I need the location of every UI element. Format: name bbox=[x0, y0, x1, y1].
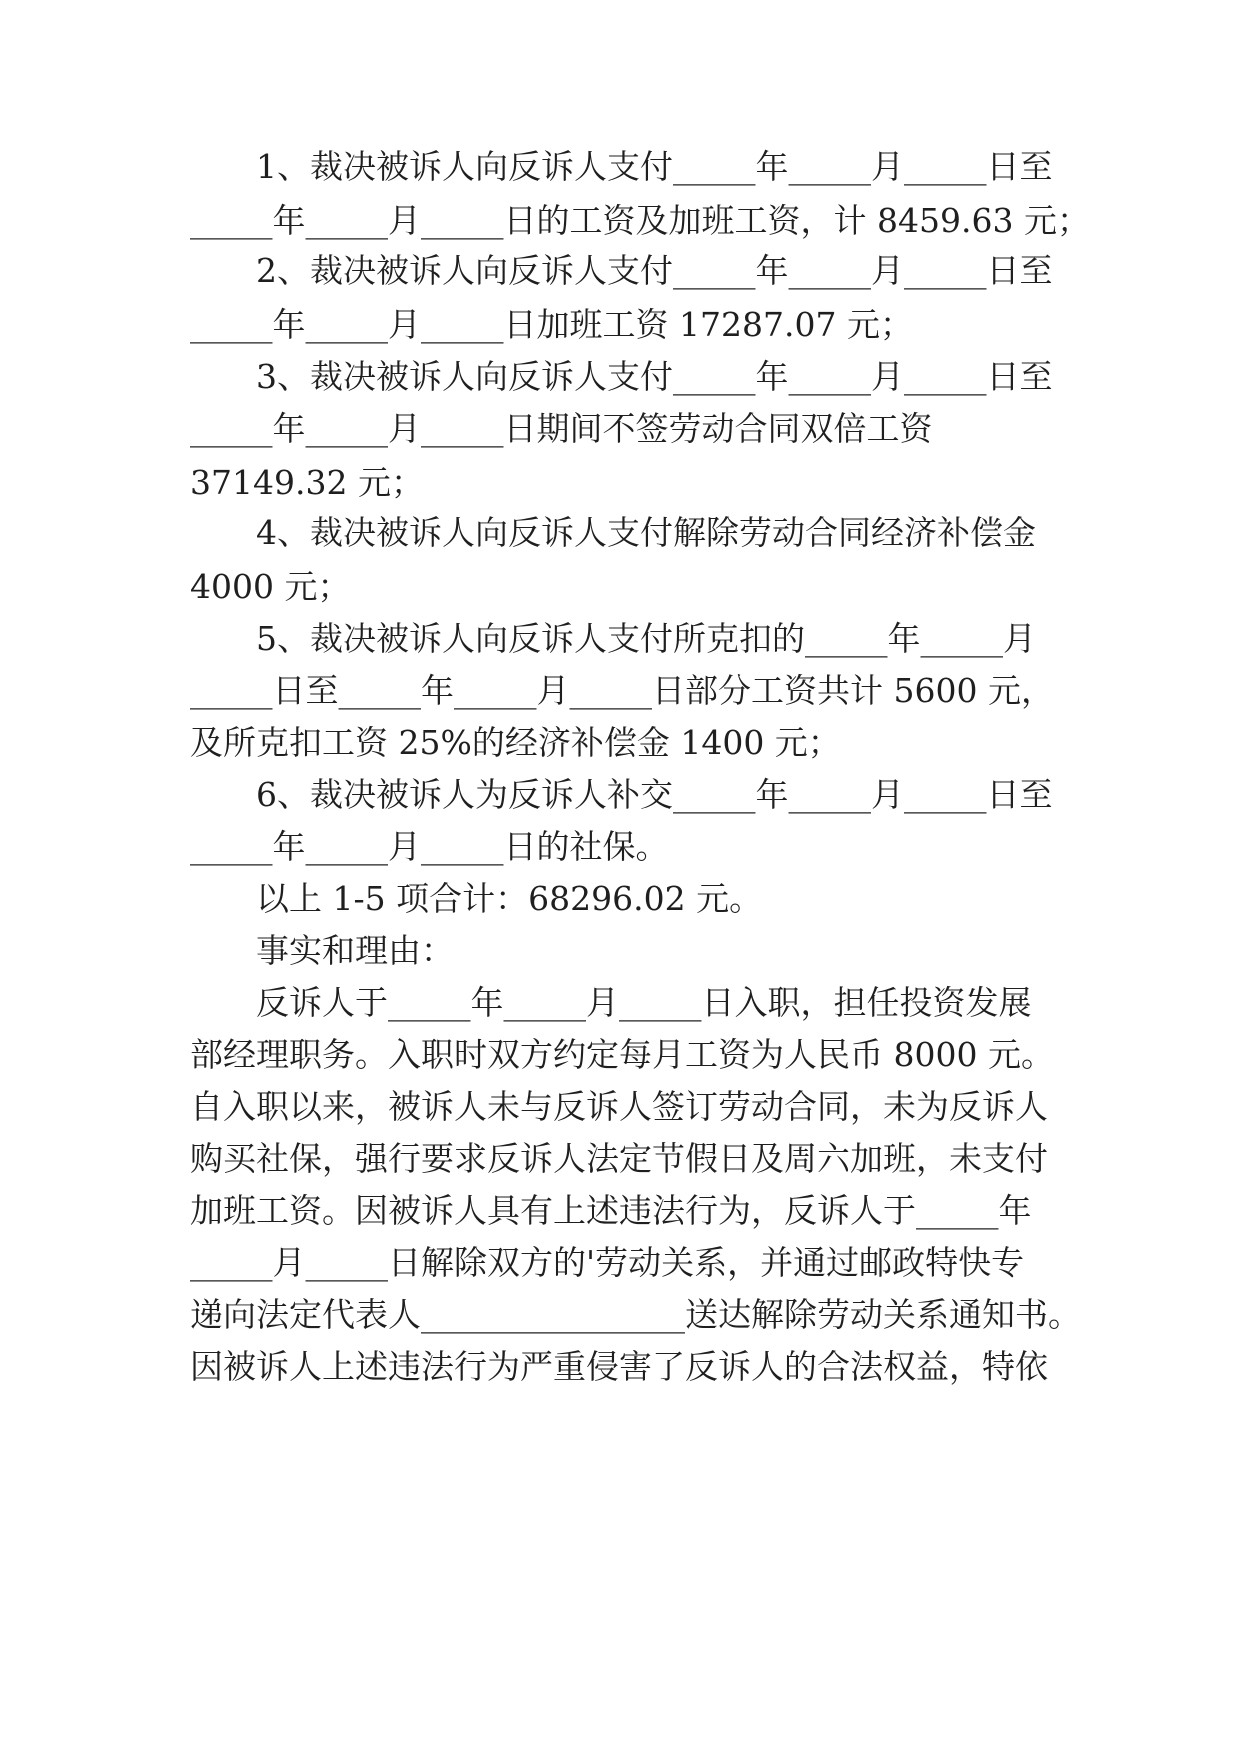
claim-3-line-2: _____年_____月_____日期间不签劳动合同双倍工资 bbox=[190, 409, 933, 448]
facts-line-5: 加班工资。因被诉人具有上述违法行为，反诉人于_____年 bbox=[190, 1191, 1032, 1230]
facts-line-2: 部经理职务。入职时双方约定每月工资为人民币 8000 元。 bbox=[190, 1035, 1054, 1074]
claim-5-line-1: 5、裁决被诉人向反诉人支付所克扣的_____年_____月 bbox=[256, 619, 1036, 658]
facts-line-3: 自入职以来，被诉人未与反诉人签订劳动合同，未为反诉人 bbox=[190, 1087, 1048, 1126]
claim-6-line-1: 6、裁决被诉人为反诉人补交_____年_____月_____日至 bbox=[256, 775, 1053, 814]
claim-2-line-2: _____年_____月_____日加班工资 17287.07 元； bbox=[190, 305, 913, 344]
facts-line-6: _____月_____日解除双方的'劳动关系，并通过邮政特快专 bbox=[190, 1243, 1025, 1282]
facts-line-1: 反诉人于_____年_____月_____日入职，担任投资发展 bbox=[256, 983, 1032, 1022]
facts-line-8: 因被诉人上述违法行为严重侵害了反诉人的合法权益，特依 bbox=[190, 1347, 1048, 1386]
claim-3-line-3: 37149.32 元； bbox=[190, 463, 424, 502]
facts-heading: 事实和理由： bbox=[256, 931, 454, 970]
claim-3-line-1: 3、裁决被诉人向反诉人支付_____年_____月_____日至 bbox=[256, 357, 1053, 396]
claim-1-line-2: _____年_____月_____日的工资及加班工资，计 8459.63 元； bbox=[190, 201, 1090, 240]
facts-line-4: 购买社保，强行要求反诉人法定节假日及周六加班，未支付 bbox=[190, 1139, 1048, 1178]
total-line: 以上 1-5 项合计：68296.02 元。 bbox=[256, 879, 763, 918]
claim-1-line-1: 1、裁决被诉人向反诉人支付_____年_____月_____日至 bbox=[256, 147, 1053, 186]
claim-4-line-2: 4000 元； bbox=[190, 567, 351, 606]
facts-line-7: 递向法定代表人________________送达解除劳动关系通知书。 bbox=[190, 1295, 1081, 1334]
claim-6-line-2: _____年_____月_____日的社保。 bbox=[190, 827, 669, 866]
claim-5-line-2: _____日至_____年_____月_____日部分工资共计 5600 元， bbox=[190, 671, 1054, 710]
claim-5-line-3: 及所克扣工资 25%的经济补偿金 1400 元； bbox=[190, 723, 841, 762]
claim-2-line-1: 2、裁决被诉人向反诉人支付_____年_____月_____日至 bbox=[256, 251, 1053, 290]
claim-4-line-1: 4、裁决被诉人向反诉人支付解除劳动合同经济补偿金 bbox=[256, 513, 1036, 552]
